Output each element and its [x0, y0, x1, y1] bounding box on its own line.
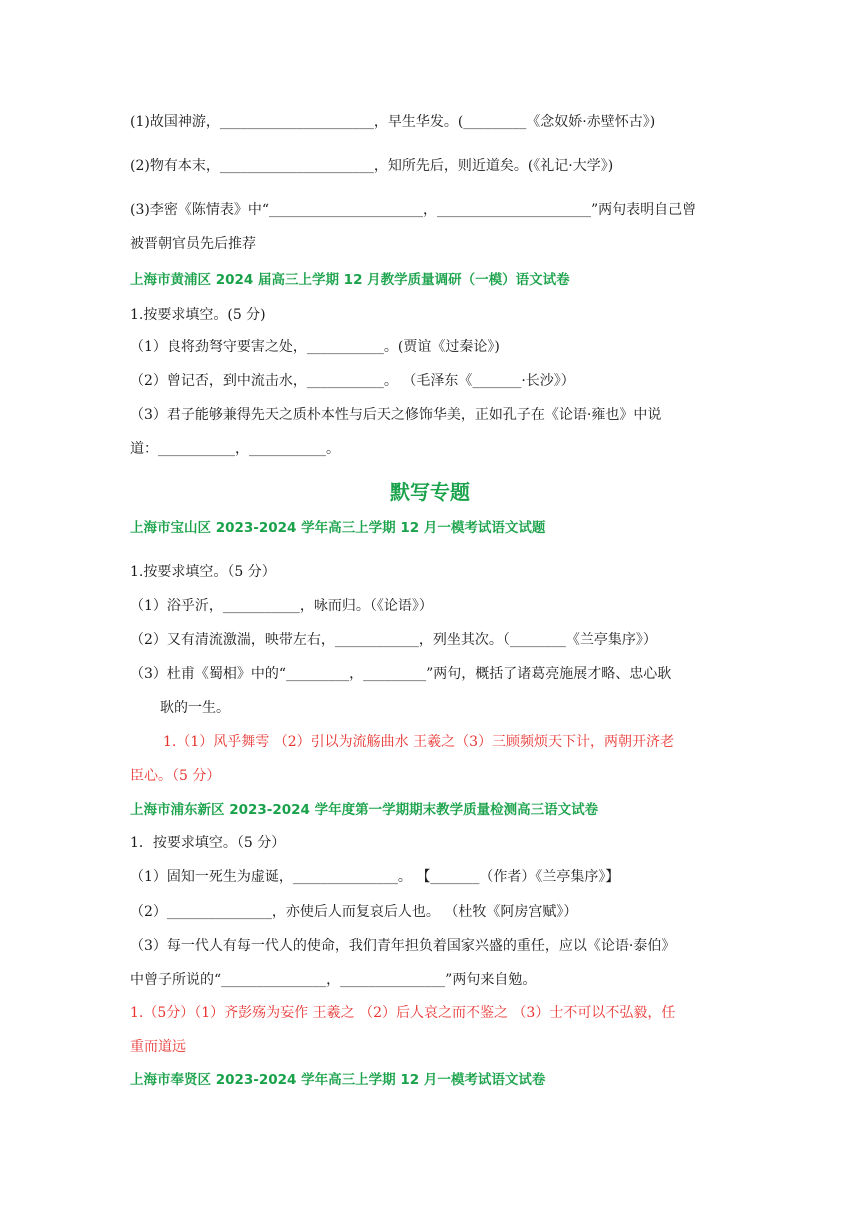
baoshan-intro: 1.按要求填空。（5 分）: [130, 564, 276, 580]
baoshan-answer-line-1: 1.（1）风乎舞雩 （2）引以为流觞曲水 王羲之（3）三顾频烦天下计，两朝开济老: [163, 734, 674, 750]
pudong-intro: 1．按要求填空。（5 分）: [130, 835, 286, 851]
baoshan-heading: 上海市宝山区 2023-2024 学年高三上学期 12 月一模考试语文试题: [130, 520, 546, 536]
b1-question-3-line-1: (3)李密《陈情表》中“______________________，______________________”两句表明自己曾: [130, 202, 697, 218]
fengxian-heading: 上海市奉贤区 2023-2024 学年高三上学期 12 月一模考试语文试卷: [130, 1072, 546, 1088]
baoshan-question-1: （1）浴乎沂，___________，咏而归。（《论语》）: [130, 598, 433, 614]
pudong-question-3-line-1: （3）每一代人有每一代人的使命，我们青年担负着国家兴盛的重任，应以《论语·泰伯》: [130, 938, 676, 954]
section-title: 默写专题: [390, 480, 470, 504]
huangpu-question-1: （1）良将劲弩守要害之处，___________。(贾谊《过秦论》): [130, 339, 500, 355]
huangpu-intro: 1.按要求填空。(5 分): [130, 307, 266, 323]
b1-question-2: (2)物有本末，______________________，知所先后，则近道矣。(《礼记·大学》): [130, 158, 614, 174]
pudong-question-2: （2）_______________，亦使后人而复哀后人也。 （杜牧《阿房宫赋》）: [130, 904, 578, 920]
huangpu-question-2: （2）曾记否，到中流击水，___________。 （毛泽东《_______·长沙》）: [130, 373, 575, 389]
b1-question-1: (1)故国神游，______________________，早生华发。(_________《念奴娇·赤壁怀古》): [130, 114, 656, 130]
pudong-question-3-line-2: 中曾子所说的“_______________，_______________”两句来自勉。: [130, 972, 537, 988]
baoshan-question-3-line-2: 耿的一生。: [160, 700, 230, 716]
huangpu-heading: 上海市黄浦区 2024 届高三上学期 12 月教学质量调研（一模）语文试卷: [130, 272, 570, 288]
pudong-answer-line-2: 重而道远: [130, 1039, 186, 1055]
b1-question-3-line-2: 被晋朝官员先后推荐: [130, 236, 256, 252]
pudong-answer-line-1: 1.（5分）（1）齐彭殇为妄作 王羲之 （2）后人哀之而不鉴之 （3）士不可以不弘毅，任: [130, 1005, 676, 1021]
pudong-question-1: （1）固知一死生为虚诞，_______________。 【_______（作者）《兰亭集序》】: [130, 869, 620, 885]
baoshan-question-3-line-1: （3）杜甫《蜀相》中的“_________，_________”两句，概括了诸葛亮施展才略、忠心耿: [130, 666, 672, 682]
huangpu-question-3-line-2: 道：___________，___________。: [130, 441, 340, 457]
huangpu-question-3-line-1: （3）君子能够兼得先天之质朴本性与后天之修饰华美，正如孔子在《论语·雍也》中说: [130, 407, 662, 423]
baoshan-question-2: （2）又有清流激湍，映带左右，____________，列坐其次。（________《兰亭集序》）: [130, 632, 657, 648]
baoshan-answer-line-2: 臣心。（5 分）: [130, 768, 221, 784]
pudong-heading: 上海市浦东新区 2023-2024 学年度第一学期期末教学质量检测高三语文试卷: [130, 802, 599, 818]
